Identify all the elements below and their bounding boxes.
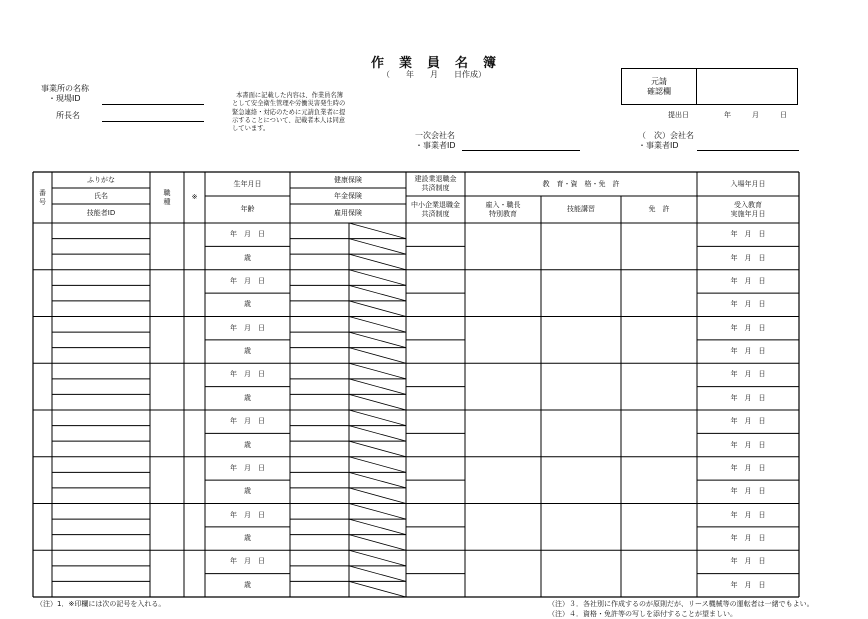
header-training-date: 受入教育 実施年月日 <box>730 200 766 218</box>
director-label: 所長名 <box>56 111 80 120</box>
row-training-date[interactable]: 年 月 日 <box>730 347 766 356</box>
row-age[interactable]: 歳 <box>244 393 251 402</box>
confirmation-label: 元請 確認欄 <box>647 77 671 96</box>
creation-date-label: （ 年 月 日作成） <box>382 70 486 79</box>
primary-company-label: 一次会社名 <box>415 131 455 140</box>
header-age: 年齢 <box>240 205 255 213</box>
header-pension-insurance: 年金保険 <box>334 191 362 200</box>
footnote-right-4: （注）４．資格・免許等の写しを添付することが望ましい。 <box>548 610 737 618</box>
header-edu-skill: 技能講習 <box>567 205 595 213</box>
header-furigana: ふりがな <box>87 175 115 184</box>
header-education: 教 育・資 格・免 許 <box>542 179 620 188</box>
row-entry-date[interactable]: 年 月 日 <box>730 417 766 426</box>
row-age[interactable]: 歳 <box>244 440 251 449</box>
office-name-label: 事業所の名称 <box>41 84 89 93</box>
header-birth-date: 生年月日 <box>233 179 262 188</box>
row-training-date[interactable]: 年 月 日 <box>730 580 766 589</box>
nth-company-label: （ 次）会社名 <box>638 131 694 140</box>
row-age[interactable]: 歳 <box>244 253 251 262</box>
header-employment-insurance: 雇用保険 <box>334 209 362 217</box>
row-entry-date[interactable]: 年 月 日 <box>730 230 766 239</box>
footnote-right-3: （注）３．各社別に作成するのが原則だが、リース機械等の運転者は一緒でもよい。 <box>548 600 814 608</box>
row-entry-date[interactable]: 年 月 日 <box>730 323 766 332</box>
row-training-date[interactable]: 年 月 日 <box>730 534 766 543</box>
row-age[interactable]: 歳 <box>244 487 251 496</box>
row-birth-date[interactable]: 年 月 日 <box>230 370 265 379</box>
page-title: 作 業 員 名 簿 <box>370 56 497 71</box>
header-health-insurance: 健康保険 <box>334 175 362 184</box>
header-number: 番 号 <box>39 188 46 206</box>
row-training-date[interactable]: 年 月 日 <box>730 487 766 496</box>
header-entry-date: 入場年月日 <box>730 179 766 188</box>
row-training-date[interactable]: 年 月 日 <box>730 393 766 402</box>
row-birth-date[interactable]: 年 月 日 <box>230 323 265 332</box>
primary-operator-label: ・事業者ID <box>415 141 456 150</box>
row-birth-date[interactable]: 年 月 日 <box>230 510 265 519</box>
row-entry-date[interactable]: 年 月 日 <box>730 370 766 379</box>
row-entry-date[interactable]: 年 月 日 <box>730 463 766 472</box>
row-birth-date[interactable]: 年 月 日 <box>230 557 265 566</box>
submit-date-label: 提出日 年 月 日 <box>668 111 787 119</box>
consent-notice: 本書面に記載した内容は、作業員名簿として安全衛生管理や労働災害発生時の緊急連絡・対応のために元請負業者に提示することについて、記載者本人は同意しています。 <box>232 92 346 133</box>
header-job-type: 職 種 <box>163 188 171 206</box>
row-birth-date[interactable]: 年 月 日 <box>230 276 265 285</box>
header-construction-retirement: 建設業退職金 共済制度 <box>414 175 457 192</box>
nth-operator-label: ・事業者ID <box>638 141 679 150</box>
row-age[interactable]: 歳 <box>244 347 251 356</box>
header-skill-id: 技能者ID <box>86 209 116 217</box>
row-training-date[interactable]: 年 月 日 <box>730 440 766 449</box>
site-id-label: ・現場ID <box>48 94 81 103</box>
row-birth-date[interactable]: 年 月 日 <box>230 230 265 239</box>
row-training-date[interactable]: 年 月 日 <box>730 253 766 262</box>
row-age[interactable]: 歳 <box>244 300 251 309</box>
header-name: 氏名 <box>94 191 108 200</box>
footnote-left: （注）1．※印欄には次の記号を入れる。 <box>36 600 166 608</box>
header-edu-license: 免 許 <box>648 205 670 213</box>
header-sme-retirement: 中小企業退職金 共済制度 <box>411 200 460 218</box>
row-age[interactable]: 歳 <box>244 580 251 589</box>
row-age[interactable]: 歳 <box>244 534 251 543</box>
row-entry-date[interactable]: 年 月 日 <box>730 276 766 285</box>
row-birth-date[interactable]: 年 月 日 <box>230 417 265 426</box>
row-entry-date[interactable]: 年 月 日 <box>730 510 766 519</box>
header-edu-hire: 雇入・職長 特別教育 <box>485 200 521 218</box>
header-mark: ※ <box>191 193 198 201</box>
row-entry-date[interactable]: 年 月 日 <box>730 557 766 566</box>
row-birth-date[interactable]: 年 月 日 <box>230 463 265 472</box>
row-training-date[interactable]: 年 月 日 <box>730 300 766 309</box>
